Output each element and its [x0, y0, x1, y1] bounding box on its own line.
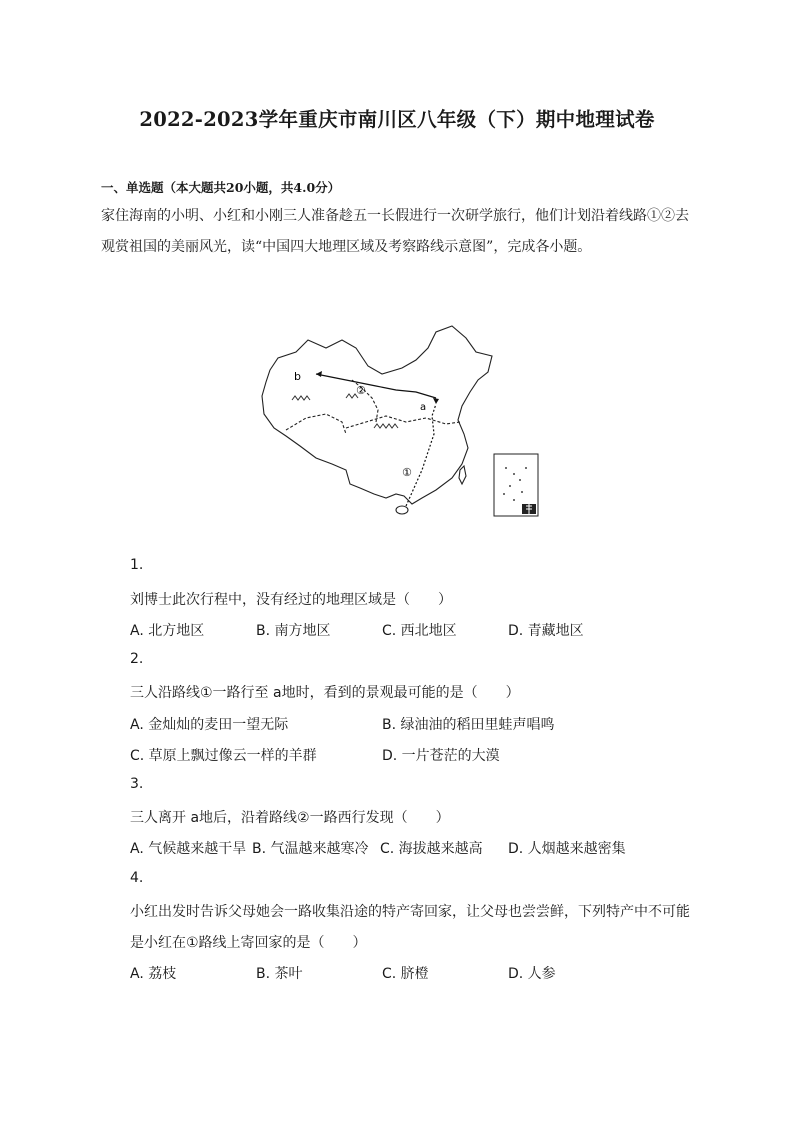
question-4-text-line-2: 是小红在①路线上寄回家的是（ ） — [130, 935, 367, 951]
question-2-option-d[interactable]: D. 一片苍茫的大漠 — [382, 748, 500, 764]
question-3-option-d[interactable]: D. 人烟越来越密集 — [508, 841, 626, 857]
question-4-option-b[interactable]: B. 茶叶 — [256, 966, 303, 982]
label-route-1: ① — [402, 466, 412, 479]
label-route-2: ② — [356, 384, 366, 397]
question-3-option-a[interactable]: A. 气候越来越干旱 — [130, 841, 247, 857]
question-2-option-b[interactable]: B. 绿油油的稻田里蛙声唱鸣 — [382, 717, 555, 733]
question-1-option-a[interactable]: A. 北方地区 — [130, 623, 205, 639]
question-2-option-c[interactable]: C. 草原上飘过像云一样的羊群 — [130, 748, 317, 764]
taiwan-island — [459, 466, 466, 484]
china-map-figure — [256, 318, 546, 528]
question-1-option-c[interactable]: C. 西北地区 — [382, 623, 457, 639]
question-4-text-line-1: 小红出发时告诉父母她会一路收集沿途的特产寄回家，让父母也尝尝鲜，下列特产中不可能 — [130, 904, 690, 920]
route-2-line — [316, 374, 436, 398]
qinling-boundary — [346, 416, 460, 428]
south-china-sea-inset — [494, 454, 538, 516]
question-4-option-d[interactable]: D. 人参 — [508, 966, 556, 982]
tibet-boundary — [286, 414, 346, 434]
question-2-number: 2. — [130, 651, 144, 667]
question-4-option-a[interactable]: A. 荔枝 — [130, 966, 177, 982]
question-3-number: 3. — [130, 776, 144, 792]
question-3-option-b[interactable]: B. 气温越来越寒冷 — [252, 841, 369, 857]
label-a: a — [420, 402, 427, 413]
question-1-number: 1. — [130, 557, 144, 573]
page-title: 2022-2023学年重庆市南川区八年级（下）期中地理试卷 — [139, 108, 655, 131]
section-heading: 一、单选题（本大题共20小题，共4.0分） — [101, 180, 341, 195]
intro-line-2: 观赏祖国的美丽风光，读“中国四大地理区域及考察路线示意图”，完成各小题。 — [101, 239, 592, 255]
question-1-option-b[interactable]: B. 南方地区 — [256, 623, 331, 639]
question-1-option-d[interactable]: D. 青藏地区 — [508, 623, 584, 639]
question-3-text: 三人离开 a地后，沿着路线②一路西行发现（ ） — [130, 810, 450, 826]
hainan-island — [396, 506, 408, 514]
mountain-symbols — [292, 394, 398, 428]
intro-line-1: 家住海南的小明、小红和小刚三人准备趁五一长假进行一次研学旅行，他们计划沿着线路①②去 — [101, 208, 689, 224]
question-2-option-a[interactable]: A. 金灿灿的麦田一望无际 — [130, 717, 289, 733]
route-1-arrowhead — [433, 398, 439, 404]
question-4-option-c[interactable]: C. 脐橙 — [382, 966, 429, 982]
route-2-arrowhead — [316, 371, 322, 377]
question-3-option-c[interactable]: C. 海拔越来越高 — [380, 841, 483, 857]
question-2-text: 三人沿路线①一路行至 a地时，看到的景观最可能的是（ ） — [130, 685, 520, 701]
question-4-number: 4. — [130, 870, 144, 886]
question-1-text: 刘博士此次行程中，没有经过的地理区域是（ ） — [130, 592, 452, 608]
label-b: b — [294, 370, 301, 383]
